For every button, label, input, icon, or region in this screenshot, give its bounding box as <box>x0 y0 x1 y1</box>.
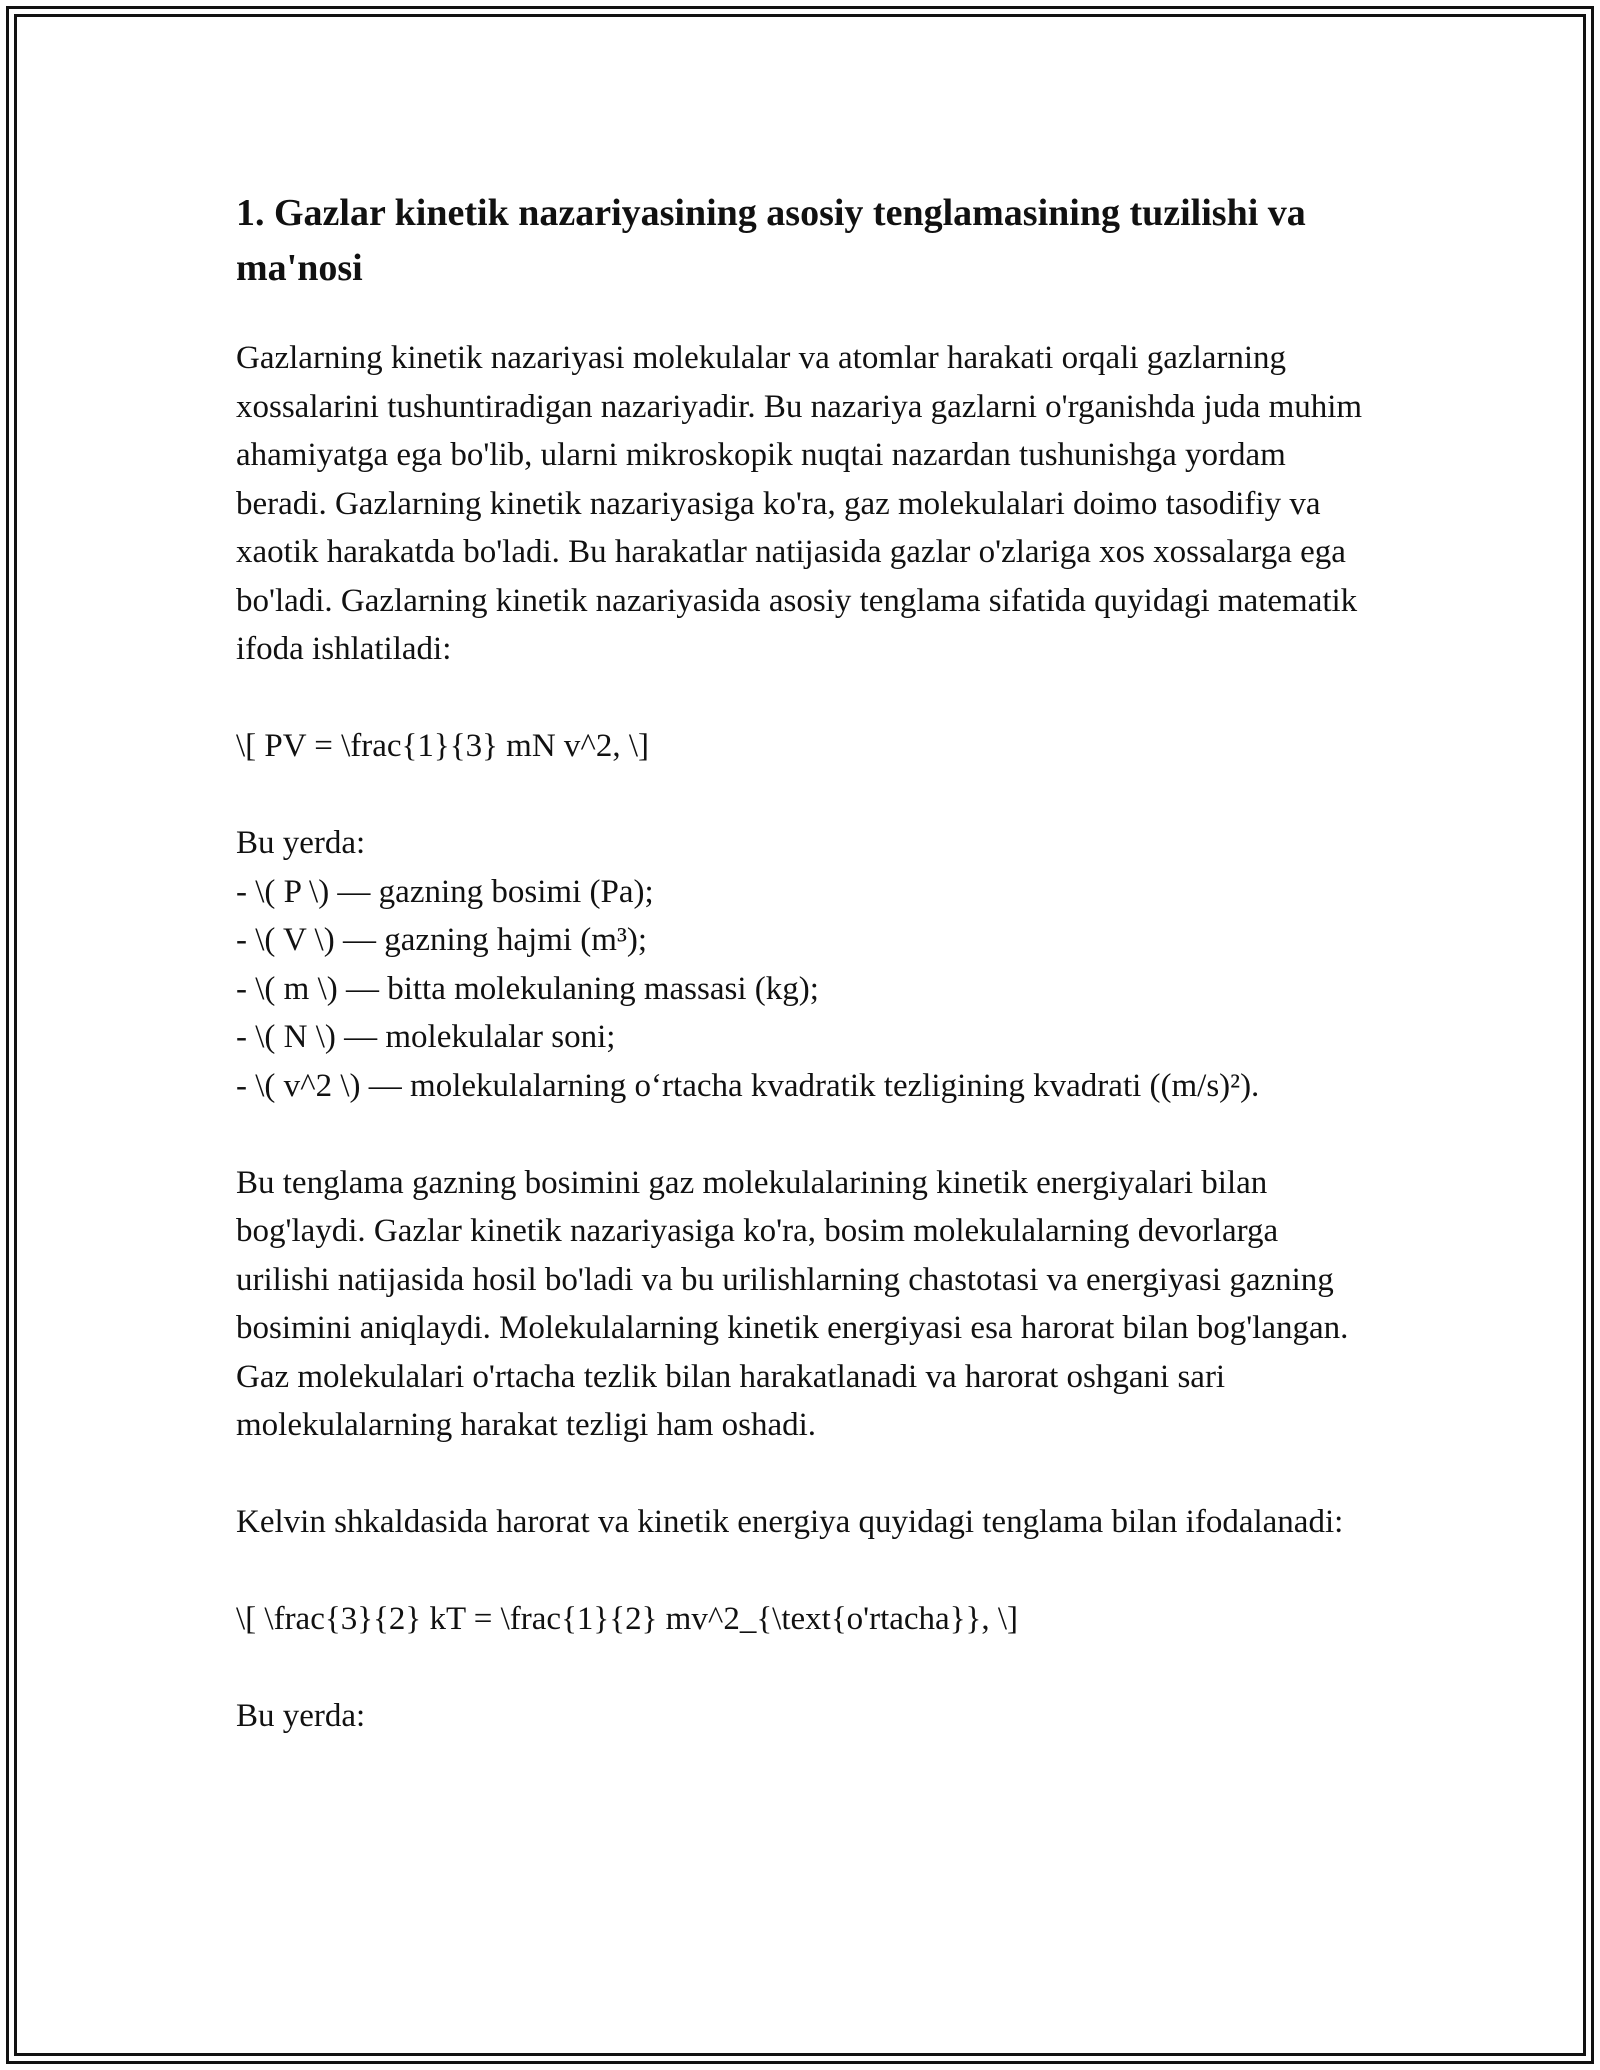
document-content <box>236 186 1376 1741</box>
equation-1: \[ PV = \frac{1}{3} mN v^2, \] <box>236 728 650 764</box>
blank-line <box>236 674 1376 723</box>
blank-line <box>236 1547 1376 1596</box>
section-heading: 1. Gazlar kinetik nazariyasining asosiy tenglamasining tuzilishi va ma'nosi <box>236 192 1306 289</box>
definition-item: - \( m \) — bitta molekulaning massasi (kg); <box>236 970 819 1007</box>
blank-line <box>236 1110 1376 1159</box>
blank-line <box>236 771 1376 820</box>
blank-line <box>236 1450 1376 1499</box>
definition-item: - \( v^2 \) — molekulalarning o‘rtacha kvadratik tezligining kvadrati ((m/s)²). <box>236 1067 1260 1104</box>
blank-line <box>236 1644 1376 1693</box>
intro-paragraph: Gazlarning kinetik nazariyasi molekulalar va atomlar harakati orqali gazlarning xossalarini tushuntiradigan nazariyadir. Bu nazariya gazlarni o'rganishda juda muhim ahamiyatga ega bo'lib, ularni mikroskopik nuqtai nazardan tushunishga yordam beradi. Gazlarning kinetik nazariyasiga ko'ra, gaz molekulalari doimo tasodifiy va xaotik harakatda bo'ladi. Bu harakatlar natijasida gazlar o'zlariga xos xossalarga ega bo'ladi. Gazlarning kinetik nazariyasida asosiy tenglama sifatida quyidagi matematik ifoda ishlatiladi: <box>236 340 1363 667</box>
where-label: Bu yerda: <box>236 1698 366 1734</box>
definitions-block <box>236 819 1376 1110</box>
kelvin-paragraph: Kelvin shkaldasida harorat va kinetik energiya quyidagi tenglama bilan ifodalanadi: <box>236 1504 1344 1540</box>
definition-item: - \( P \) — gazning bosimi (Pa); <box>236 873 654 910</box>
equation-2: \[ \frac{3}{2} kT = \frac{1}{2} mv^2_{\text{o'rtacha}}, \] <box>236 1601 1019 1637</box>
where-label: Bu yerda: <box>236 825 366 861</box>
explanation-paragraph: Bu tenglama gazning bosimini gaz molekulalarining kinetik energiyalari bilan bog'laydi. Gazlar kinetik nazariyasiga ko'ra, bosim molekulalarning devorlarga urilishi natijasida hosil bo'ladi va bu urilishlarning chastotasi va energiyasi gazning bosimini aniqlaydi. Molekulalarning kinetik energiyasi esa harorat bilan bog'langan. Gaz molekulalari o'rtacha tezlik bilan harakatlanadi va harorat oshgani sari molekulalarning harakat tezligi ham oshadi. <box>236 1164 1349 1443</box>
definition-item: - \( N \) — molekulalar soni; <box>236 1019 616 1055</box>
definition-item: - \( V \) — gazning hajmi (m³); <box>236 922 648 958</box>
